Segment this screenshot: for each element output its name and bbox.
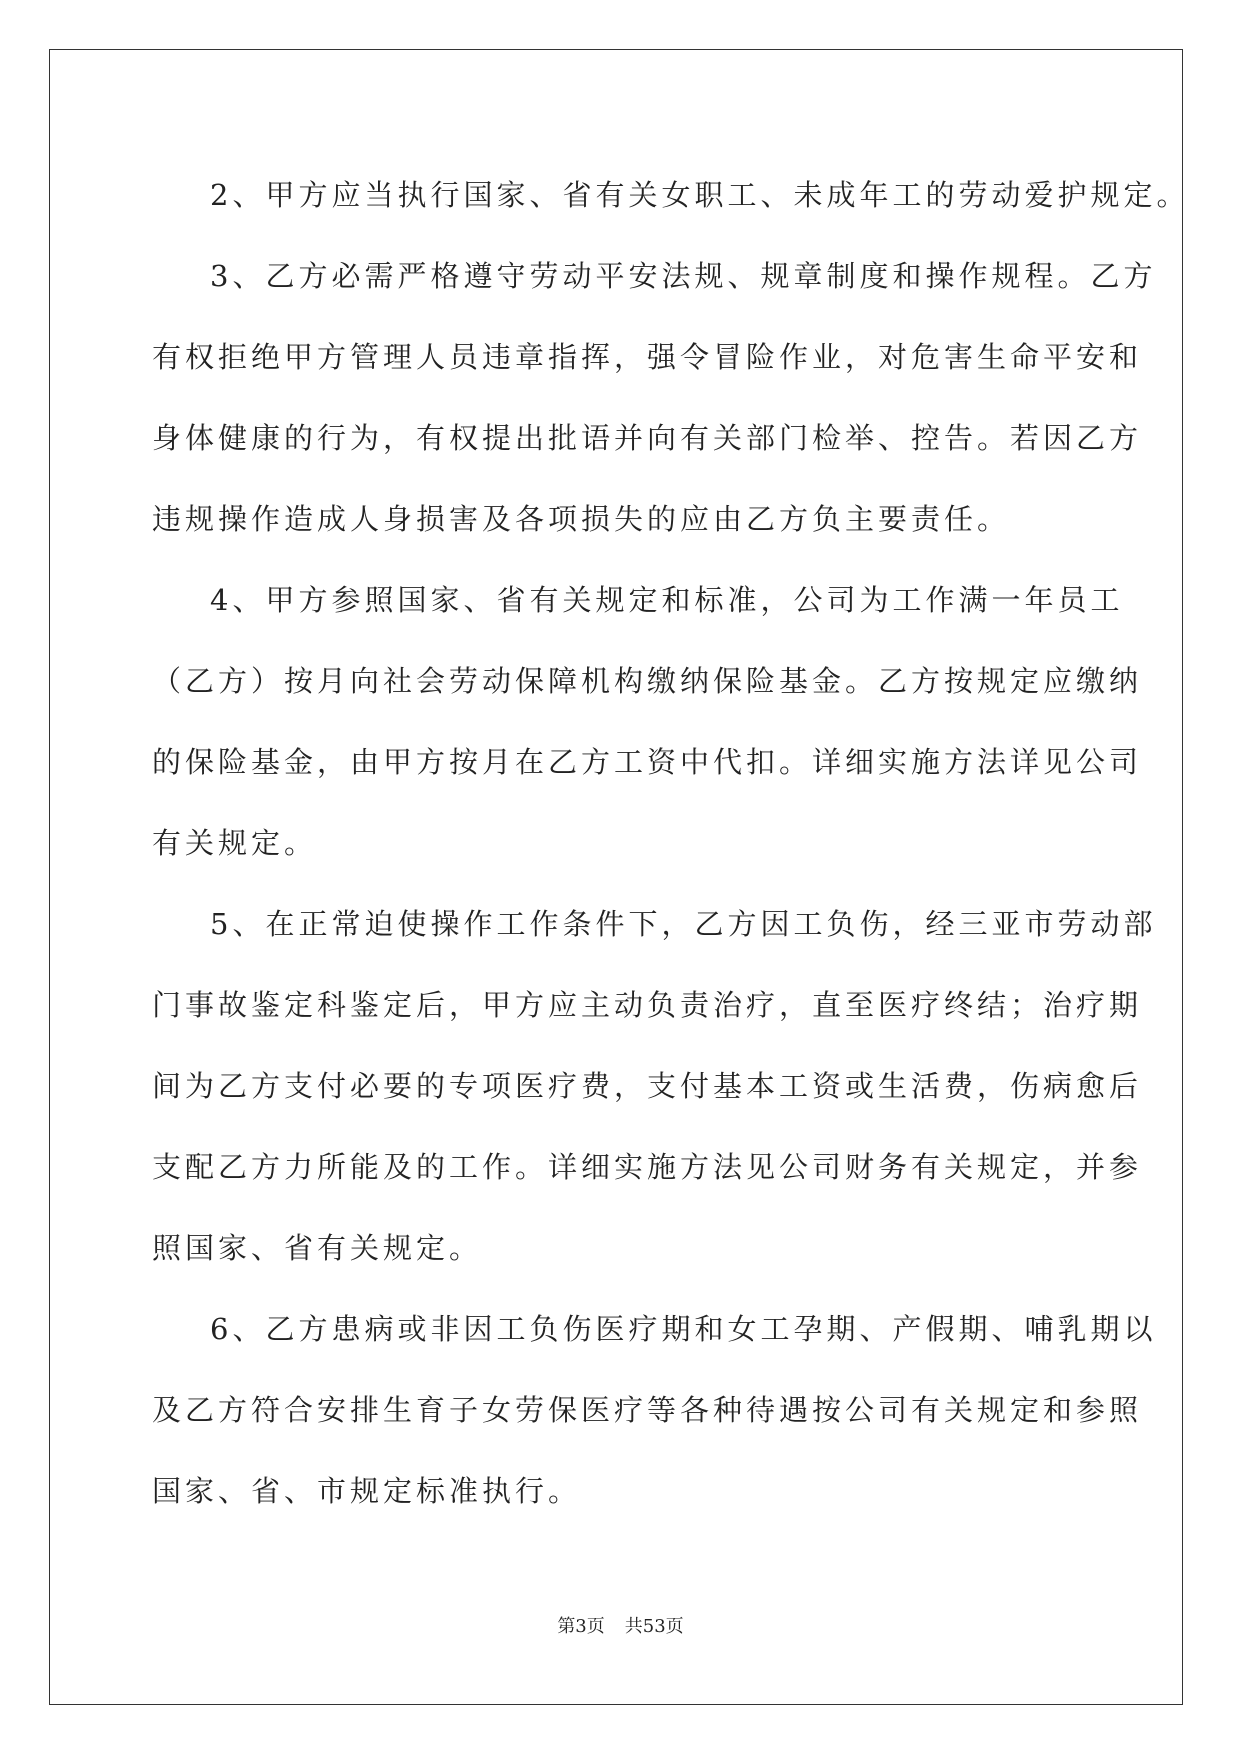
text-line: 2、甲方应当执行国家、省有关女职工、未成年工的劳动爱护规定。 xyxy=(210,178,1190,212)
text-line: 4、甲方参照国家、省有关规定和标准，公司为工作满一年员工 xyxy=(210,583,1124,617)
text-line: 门事故鉴定科鉴定后，甲方应主动负责治疗，直至医疗终结；治疗期 xyxy=(152,988,1143,1022)
text-line: 及乙方符合安排生育子女劳保医疗等各种待遇按公司有关规定和参照 xyxy=(152,1393,1143,1427)
text-line: 6、乙方患病或非因工负伤医疗期和女工孕期、产假期、哺乳期以 xyxy=(210,1312,1157,1346)
document-body xyxy=(152,155,1190,1532)
text-line: 有关规定。 xyxy=(152,826,318,860)
text-line: 违规操作造成人身损害及各项损失的应由乙方负主要责任。 xyxy=(152,502,1011,536)
text-line: （乙方）按月向社会劳动保障机构缴纳保险基金。乙方按规定应缴纳 xyxy=(152,664,1143,698)
text-line: 照国家、省有关规定。 xyxy=(152,1231,483,1265)
text-line: 有权拒绝甲方管理人员违章指挥，强令冒险作业，对危害生命平安和 xyxy=(152,340,1143,374)
page-total: 共53页 xyxy=(624,1616,684,1637)
text-line: 国家、省、市规定标准执行。 xyxy=(152,1474,582,1508)
text-line: 身体健康的行为，有权提出批语并向有关部门检举、控告。若因乙方 xyxy=(152,421,1143,455)
text-line: 的保险基金，由甲方按月在乙方工资中代扣。详细实施方法详见公司 xyxy=(152,745,1143,779)
text-line: 间为乙方支付必要的专项医疗费，支付基本工资或生活费，伤病愈后 xyxy=(152,1069,1143,1103)
text-line: 3、乙方必需严格遵守劳动平安法规、规章制度和操作规程。乙方 xyxy=(210,259,1157,293)
page-footer xyxy=(0,1612,1241,1638)
text-line: 5、在正常迫使操作工作条件下，乙方因工负伤，经三亚市劳动部 xyxy=(210,907,1157,941)
text-line: 支配乙方力所能及的工作。详细实施方法见公司财务有关规定，并参 xyxy=(152,1150,1143,1184)
page-number: 第3页 xyxy=(557,1616,605,1637)
